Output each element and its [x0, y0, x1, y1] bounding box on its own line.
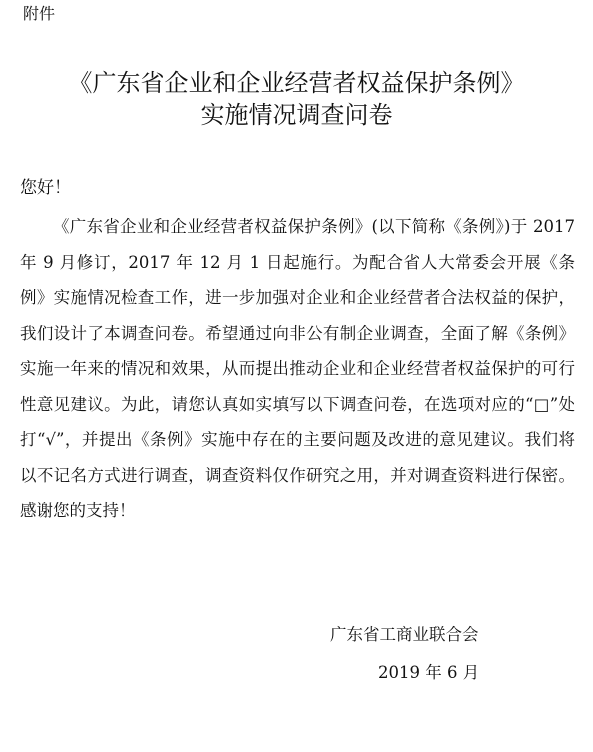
signature-organization: 广东省工商业联合会 — [330, 625, 479, 644]
attachment-label: 附件 — [23, 4, 56, 23]
signature-date: 2019 年 6 月 — [378, 663, 480, 682]
document-title-line-1: 《广东省企业和企业经营者权益保护条例》 — [68, 69, 525, 97]
greeting: 您好！ — [20, 178, 71, 198]
body-paragraph: 《广东省企业和企业经营者权益保护条例》(以下简称《条例》)于 2017 年 9 月修订，2017 年 12 月 1 日起施行。为配合省人大常委会开展《条例》实施情况检查工作，进一步加强对企业和企业经营者合法权益的保护，我们设计了本调查问卷。希望通过向非公有制企业调查，全面了解《条例》实施一年来的情况和效果，从而提出推动企业和企业经营者权益保护的可行性意见建议。为此，请您认真如实填写以下调查问卷，在选项对应的“□”处打“√”，并提出《条例》实施中存在的主要问题及改进的意见建议。我们将以不记名方式进行调查，调查资料仅作研究之用，并对调查资料进行保密。感谢您的支持！ — [20, 217, 575, 520]
document-title-line-2: 实施情况调查问卷 — [200, 101, 393, 129]
